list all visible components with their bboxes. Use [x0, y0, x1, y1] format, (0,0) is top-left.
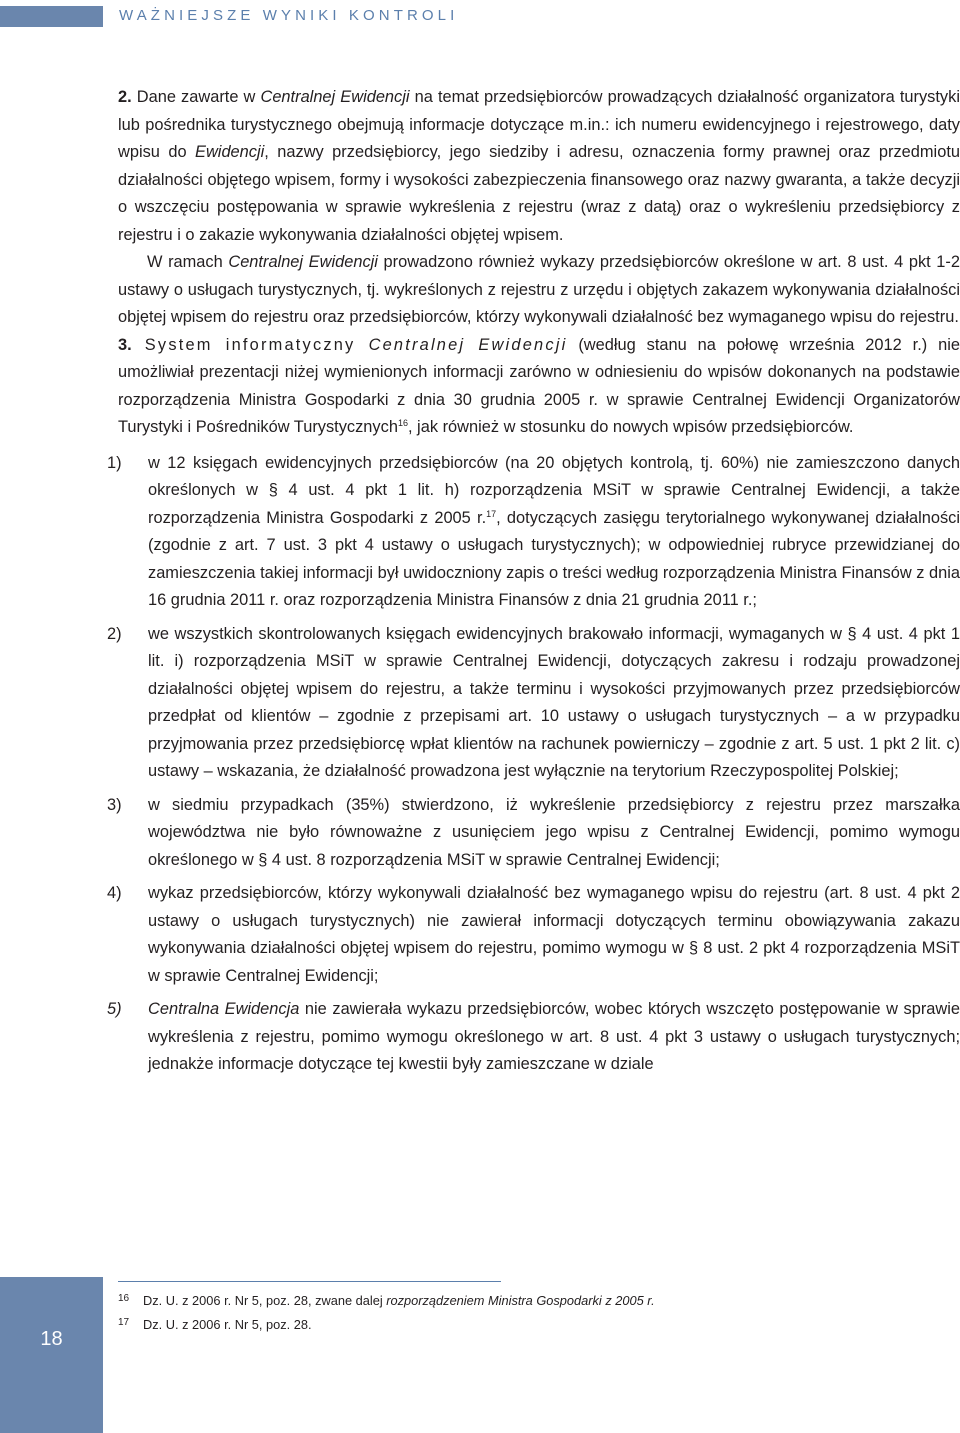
list-item: 2) we wszystkich skontrolowanych księgach ewidencyjnych brakowało informacji, wymaganych w § 4 ust. 4 pkt 1 lit. i) rozporządzenia MSiT w sprawie Centralnej Ewidencji, dotyczących zakresu i rodzaju prowadzonej działalności objętej wpisem do rejestru, a także terminu i wysokości przyjmowanych przez przedsiębiorców przedpłat od klientów – zgodnie z przepisami art. 10 ustawy o usługach turystycznych – a w przypadku przyjmowania przez przedsiębiorcę wpłat klientów na rachunek powierniczy – zgodnie z art. 5 ust. 1 pkt 2 lit. c) ustawy – wskazania, że działalność prowadzona jest wyłącznie na terytorium Rzeczypospolitej Polskiej; [118, 621, 960, 786]
paragraph-registers: W ramach Centralnej Ewidencji prowadzono również wykazy przedsiębiorców określone w art. 8 ust. 4 pkt 1-2 ustawy o usługach turystycznych, tj. wykreślonych z rejestru z urzędu i objętych zakazem wykonywania działalności objętej wpisem do rejestru oraz przedsiębiorców, którzy wykonywali działalność bez wymaganego wpisu do rejestru. [118, 253, 960, 326]
paragraph-number: 3. [118, 335, 132, 354]
footnotes [118, 1289, 878, 1337]
header-color-block [0, 6, 103, 27]
footnote: 16 Dz. U. z 2006 r. Nr 5, poz. 28, zwane dalej rozporządzeniem Ministra Gospodarki z 2005 r. [118, 1289, 878, 1313]
footnote: 17 Dz. U. z 2006 r. Nr 5, poz. 28. [118, 1313, 878, 1337]
list-item: 1) w 12 księgach ewidencyjnych przedsiębiorców (na 20 objętych kontrolą, tj. 60%) nie zamieszczono danych określonych w § 4 ust. 4 pkt 1 lit. h) rozporządzenia MSiT w sprawie Centralnej Ewidencji, a także rozporządzenia Ministra Gospodarki z 2005 r.$^{17}$, dotyczących zasięgu terytorialnego wykonywanej działalności (zgodnie z art. 7 ust. 3 pkt 4 ustawy o usługach turystycznych); w odpowiedniej rubryce przewidzianej do zamieszczenia takiej informacji był uwidoczniony zapis o treści według rozporządzenia Ministra Finansów z dnia 16 grudnia 2011 r. oraz rozporządzenia Ministra Finansów z dnia 21 grudnia 2011 r.; [118, 450, 960, 615]
list-number: 5) [107, 1000, 122, 1018]
list-number: 4) [107, 884, 122, 902]
footnote-separator [118, 1281, 501, 1282]
list-number: 1) [107, 453, 122, 472]
footnote-ref: 17 [486, 508, 497, 519]
paragraph-3: 3. System informatyczny Centralnej Ewidencji (według stanu na połowę września 2012 r.) nie umożliwiał prezentacji niżej wymienionych informacji zarówno w odniesieniu do wpisów dokonanych na podstawie rozporządzenia Ministra Gospodarki z dnia 30 grudnia 2005 r. w sprawie Centralnej Ewidencji Organizatorów Turystyki i Pośredników Turystycznych$^{16}$, jak również w stosunku do nowych wpisów przedsiębiorców. [118, 335, 960, 436]
list-item: 4) wykaz przedsiębiorców, którzy wykonywali działalność bez wymaganego wpisu do rejestru (art. 8 ust. 4 pkt 2 ustawy o usługach turystycznych) nie zawierał informacji dotyczących terminu obowiązywania zakazu wykonywania działalności objętej wpisem do rejestru, pomimo wymogu w § 8 ust. 2 pkt 4 rozporządzenia MSiT w sprawie Centralnej Ewidencji; [118, 880, 960, 990]
page-number: 18 [40, 1328, 63, 1350]
paragraph-number: 2. [118, 88, 132, 106]
footnote-ref: 16 [397, 418, 408, 428]
list-item: 5) Centralna Ewidencja nie zawierała wykazu przedsiębiorców, wobec których wszczęto postępowanie w sprawie wykreślenia z rejestru, pomimo wymogu określonego w art. 8 ust. 4 pkt 3 ustawy o usługach turystycznych; jednakże informacje dotyczące tej kwestii były zamieszczane w dziale [118, 996, 960, 1079]
footnote-number: 17 [118, 1317, 130, 1328]
list-item: 3) w siedmiu przypadkach (35%) stwierdzono, iż wykreślenie przedsiębiorcy z rejestru przez marszałka województwa nie było równoważne z usunięciem jego wpisu z Centralnej Ewidencji, pomimo wymogu określonego w § 4 ust. 8 rozporządzenia MSiT w sprawie Centralnej Ewidencji; [118, 792, 960, 875]
page-number-block [0, 1277, 103, 1433]
list-number: 2) [107, 624, 122, 643]
paragraph-2: 2. Dane zawarte w Centralnej Ewidencji na temat przedsiębiorców prowadzących działalność organizatora turystyki lub pośrednika turystycznego obejmują informacje dotyczące m.in.: ich numeru ewidencyjnego i rejestrowego, daty wpisu do Ewidencji, nazwy przedsiębiorcy, jego siedziby i adresu, oznaczenia formy prawnej oraz przedmiotu działalności objętego wpisem, formy i wysokości zabezpieczenia finansowego oraz nazwy gwaranta, a także decyzji o wszczęciu postępowania w sprawie wykreślenia z rejestru (wraz z datą) oraz o wykreśleniu przedsiębiorcy z rejestru i o zakazie wykonywania działalności objętej wpisem. [118, 88, 960, 244]
list-number: 3) [107, 795, 122, 814]
main-text [107, 84, 960, 1079]
running-header: WAŻNIEJSZE WYNIKI KONTROLI [119, 7, 459, 24]
footnote-number: 16 [118, 1293, 130, 1304]
